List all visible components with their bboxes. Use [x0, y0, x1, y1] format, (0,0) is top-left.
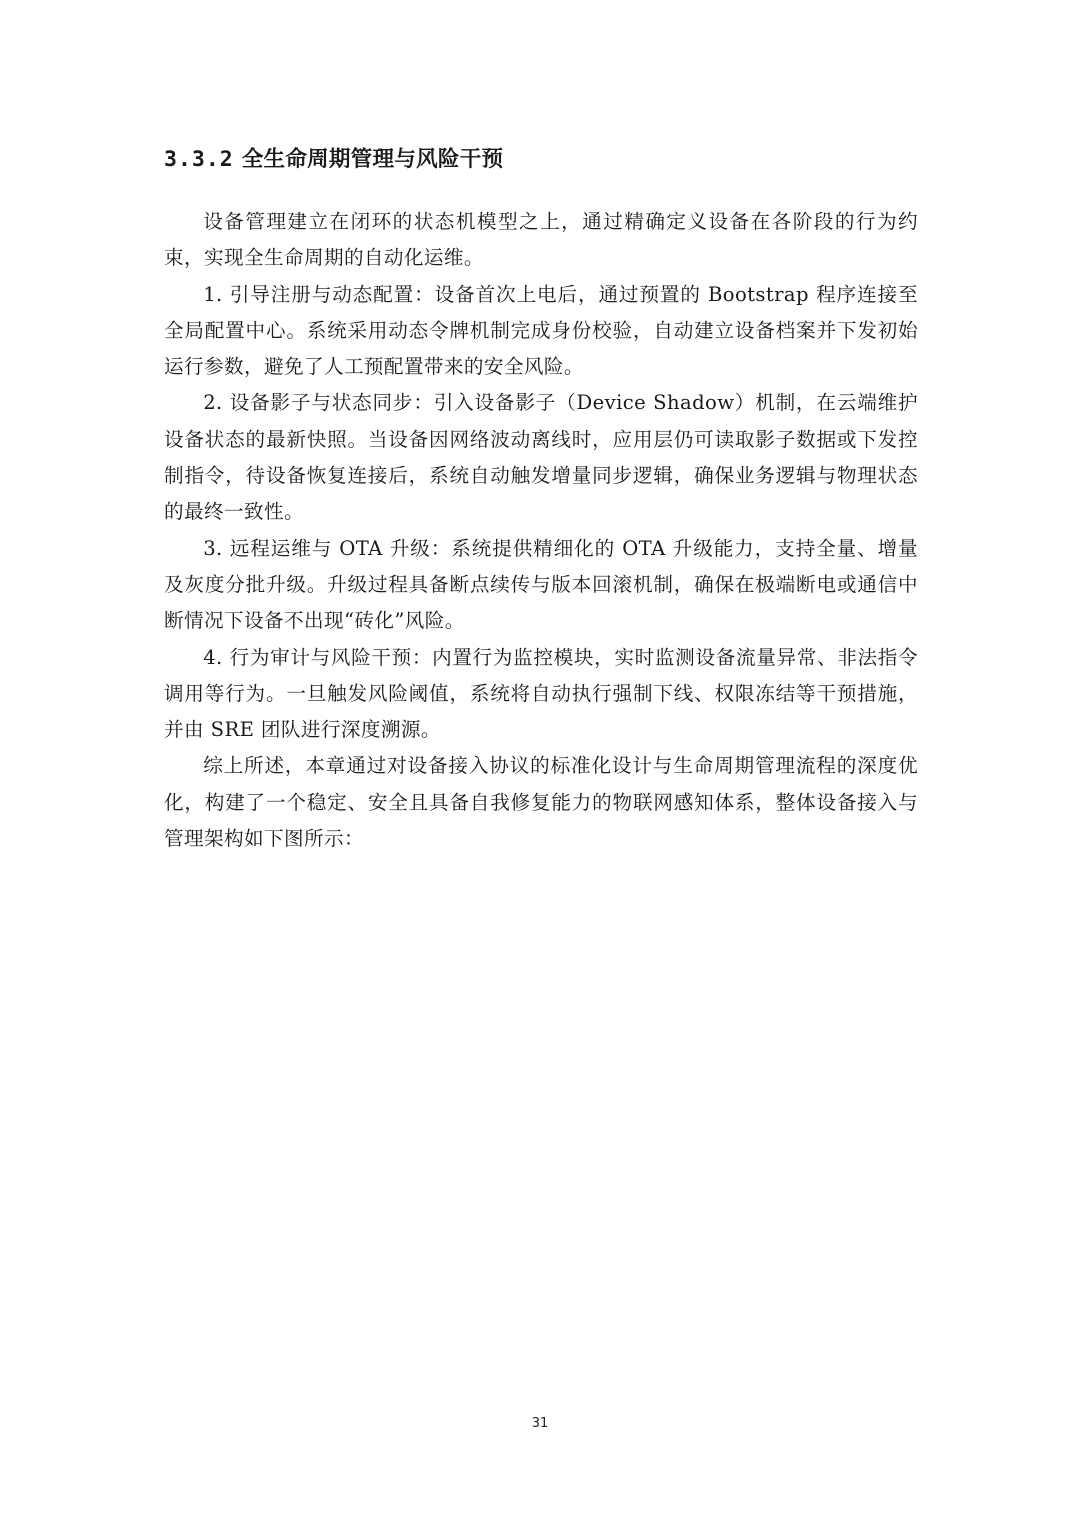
list-item-ota-upgrade: 3. 远程运维与 OTA 升级：系统提供精细化的 OTA 升级能力，支持全量、增量及灰度分批升级。升级过程具备断点续传与版本回滚机制，确保在极端断电或通信中断情况下设备不出现“砖化”风险。	[164, 536, 918, 633]
section-title: 全生命周期管理与风险干预	[241, 147, 504, 172]
body-text	[164, 204, 918, 857]
section-number: 3.3.2	[164, 147, 234, 172]
list-item-risk-intervention: 4. 行为审计与风险干预：内置行为监控模块，实时监测设备流量异常、非法指令调用等行为。一旦触发风险阈值，系统将自动执行强制下线、权限冻结等干预措施，并由 SRE 团队进行深度溯源。	[164, 645, 918, 742]
list-item-device-shadow: 2. 设备影子与状态同步：引入设备影子（Device Shadow）机制，在云端维护设备状态的最新快照。当设备因网络波动离线时，应用层仍可读取影子数据或下发控制指令，待设备恢复连接后，系统自动触发增量同步逻辑，确保业务逻辑与物理状态的最终一致性。	[164, 391, 918, 524]
intro-paragraph: 设备管理建立在闭环的状态机模型之上，通过精确定义设备在各阶段的行为约束，实现全生命周期的自动化运维。	[164, 210, 918, 270]
section-heading	[164, 142, 924, 178]
summary-paragraph: 综上所述，本章通过对设备接入协议的标准化设计与生命周期管理流程的深度优化，构建了一个稳定、安全且具备自我修复能力的物联网感知体系，整体设备接入与管理架构如下图所示：	[164, 754, 918, 851]
page-number: 31	[531, 1416, 549, 1431]
list-item-bootstrap: 1. 引导注册与动态配置：设备首次上电后，通过预置的 Bootstrap 程序连接至全局配置中心。系统采用动态令牌机制完成身份校验，自动建立设备档案并下发初始运行参数，避免了人工预配置带来的安全风险。	[164, 282, 918, 379]
